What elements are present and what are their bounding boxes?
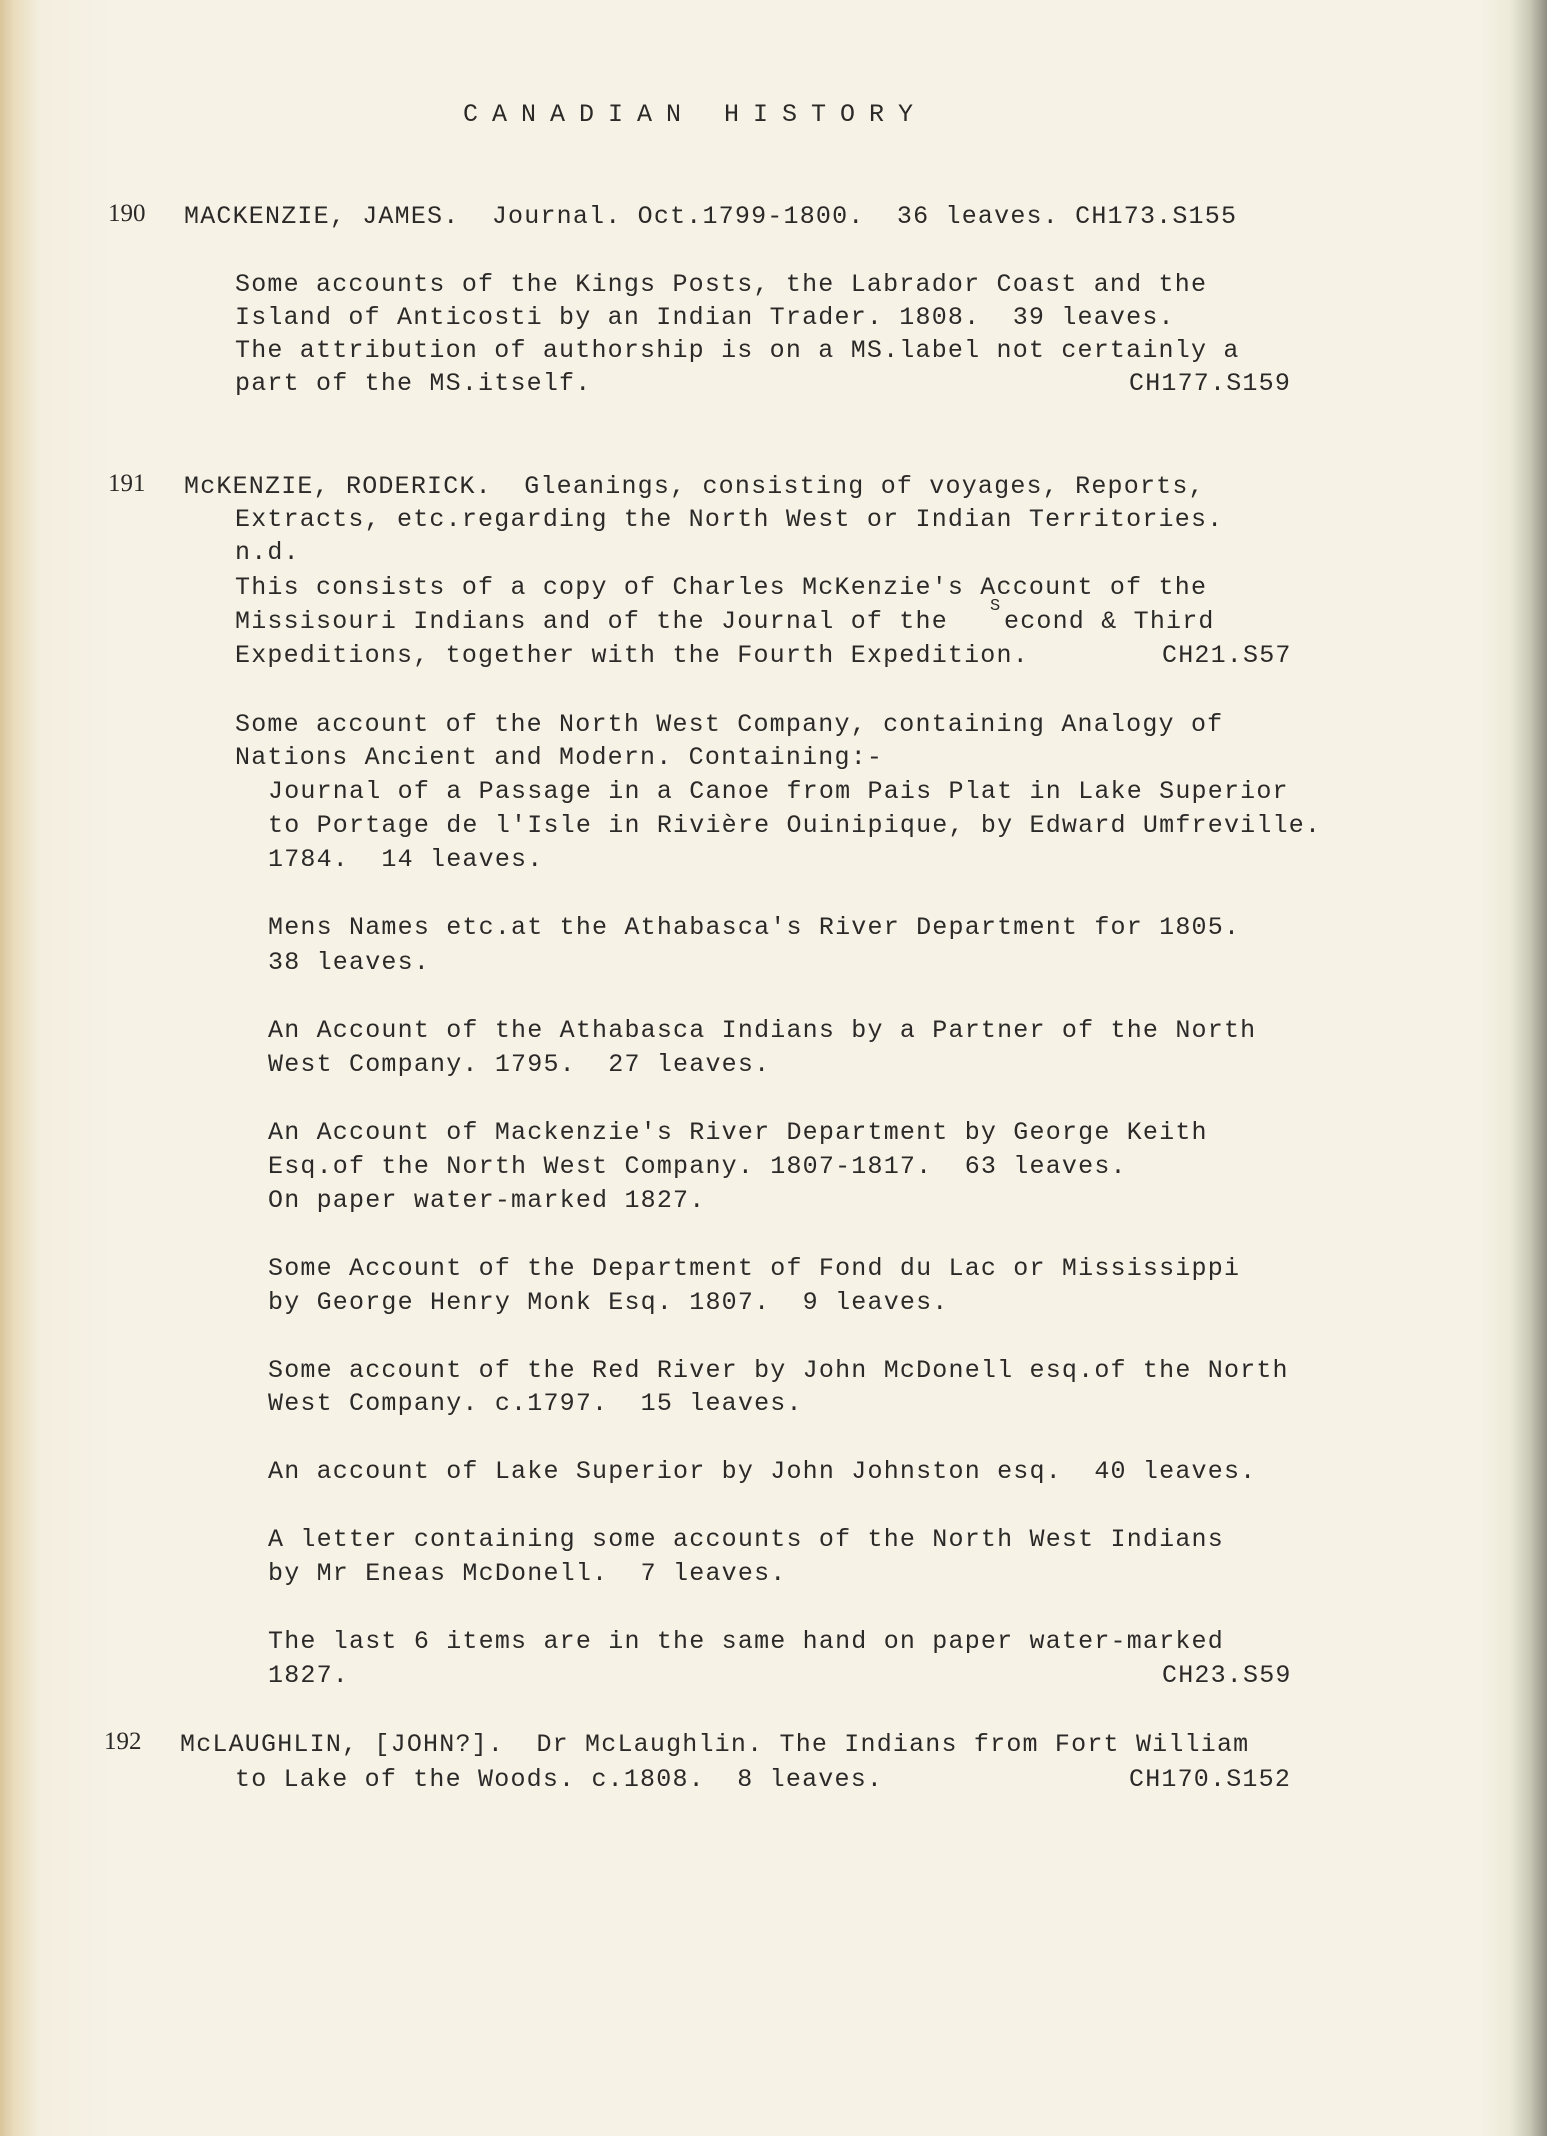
entry-line: to Portage de l'Isle in Rivière Ouinipique, by Edward Umfreville. — [268, 811, 1322, 840]
entry-line: The attribution of authorship is on a MS.label not certainly a — [235, 336, 1240, 365]
entry-line: Extracts, etc.regarding the North West or Indian Territories. — [235, 505, 1224, 534]
entry-line: An Account of Mackenzie's River Department by George Keith — [268, 1118, 1208, 1147]
entry-line: Island of Anticosti by an Indian Trader. 1808. 39 leaves. — [235, 303, 1175, 332]
entry-line: Some account of the Red River by John McDonell esq.of the North — [268, 1356, 1289, 1385]
entry-line: Expeditions, together with the Fourth Expedition. — [235, 641, 1029, 670]
entry-line: An Account of the Athabasca Indians by a Partner of the North — [268, 1016, 1257, 1045]
shelfmark: CH177.S159 — [1129, 369, 1292, 398]
entry-line: Missisouri Indians and of the Journal of the — [235, 607, 965, 636]
entry-line: Nations Ancient and Modern. Containing:- — [235, 743, 884, 772]
entry-line: Some accounts of the Kings Posts, the Labrador Coast and the — [235, 270, 1208, 299]
entry-line: to Lake of the Woods. c.1808. 8 leaves. — [235, 1765, 884, 1794]
entry-line: Some Account of the Department of Fond du Lac or Mississippi — [268, 1254, 1241, 1283]
shelfmark: CH23.S59 — [1162, 1661, 1292, 1690]
entry-line: Some account of the North West Company, containing Analogy of — [235, 710, 1224, 739]
entry-line: West Company. c.1797. 15 leaves. — [268, 1389, 803, 1418]
entry-line: by Mr Eneas McDonell. 7 leaves. — [268, 1559, 787, 1588]
entry-line: On paper water-marked 1827. — [268, 1186, 706, 1215]
entry-line: MACKENZIE, JAMES. Journal. Oct.1799-1800. 36 leaves. CH173.S155 — [184, 202, 1238, 231]
entry-line: McLAUGHLIN, [JOHN?]. Dr McLaughlin. The Indians from Fort William — [180, 1730, 1250, 1759]
entry-line: Mens Names etc.at the Athabasca's River Department for 1805. — [268, 913, 1241, 942]
entry-number: 190 — [108, 200, 146, 227]
entry-line: 1827. — [268, 1661, 350, 1690]
superscript: S — [990, 597, 1002, 616]
entry-line: econd & Third — [1004, 607, 1215, 636]
entry-line: McKENZIE, RODERICK. Gleanings, consisting of voyages, Reports, — [184, 472, 1205, 501]
page-heading: CANADIAN HISTORY — [462, 100, 928, 129]
entry-line: An account of Lake Superior by John Johnston esq. 40 leaves. — [268, 1457, 1257, 1486]
entry-line: n.d. — [235, 538, 300, 567]
entry-line: 38 leaves. — [268, 948, 431, 977]
entry-number: 191 — [108, 470, 146, 497]
entry-line: Esq.of the North West Company. 1807-1817. 63 leaves. — [268, 1152, 1127, 1181]
entry-line: by George Henry Monk Esq. 1807. 9 leaves. — [268, 1288, 949, 1317]
entry-line: Journal of a Passage in a Canoe from Pais Plat in Lake Superior — [268, 777, 1289, 806]
entry-line: The last 6 items are in the same hand on paper water-marked — [268, 1627, 1224, 1656]
entry-line: part of the MS.itself. — [235, 369, 592, 398]
entry-line: A letter containing some accounts of the North West Indians — [268, 1525, 1224, 1554]
entry-number: 192 — [104, 1728, 142, 1755]
entry-line: 1784. 14 leaves. — [268, 845, 544, 874]
shelfmark: CH21.S57 — [1162, 641, 1292, 670]
shelfmark: CH170.S152 — [1129, 1765, 1292, 1794]
entry-line: West Company. 1795. 27 leaves. — [268, 1050, 771, 1079]
entry-line: This consists of a copy of Charles McKenzie's Account of the — [235, 573, 1208, 602]
